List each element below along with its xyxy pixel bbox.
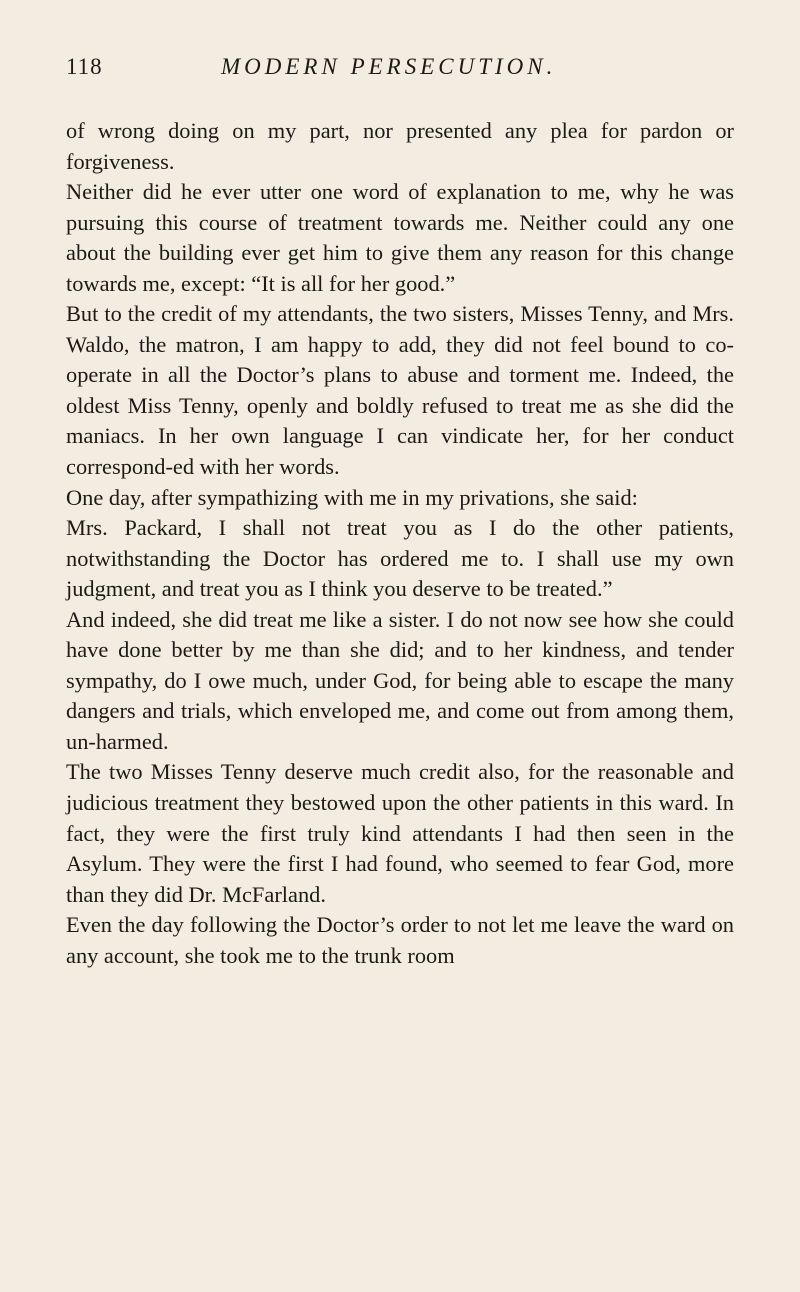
paragraph: But to the credit of my attendants, the two sisters, Misses Tenny, and Mrs. Waldo, the matron, I am happy to add, they did not feel bound to co-operate in all the Doctor’s plans to abuse and torment me. Indeed, the oldest Miss Tenny, openly and boldly refused to treat me as she did the maniacs. In her own language I can vindicate her, for her conduct correspond-ed with her words.: [66, 301, 734, 480]
paragraph: Neither did he ever utter one word of explanation to me, why he was pursuing this course of treatment towards me. Neither could any one about the building ever get him to give them any reason for this change towards me, except: “It is all for her good.”: [66, 179, 734, 296]
running-head: [66, 50, 734, 90]
paragraph-continuation: of wrong doing on my part, nor presented any plea for pardon or forgiveness.: [66, 118, 734, 174]
page-number: 118: [66, 54, 103, 79]
book-page: [66, 50, 734, 971]
paragraph: One day, after sympathizing with me in my privations, she said:: [66, 484, 638, 510]
paragraph: The two Misses Tenny deserve much credit also, for the reasonable and judicious treatment they bestowed upon the other patients in this ward. In fact, they were the first truly kind attendants I had then seen in the Asylum. They were the first I had found, who seemed to fear God, more than they did Dr. McFarland.: [66, 759, 734, 907]
paragraph: And indeed, she did treat me like a sister. I do not now see how she could have done better by me than she did; and to her kindness, and tender sympathy, do I owe much, under God, for being able to escape the many dangers and trials, which enveloped me, and come out from among them, un-harmed.: [66, 606, 734, 754]
paragraph: Even the day following the Doctor’s order to not let me leave the ward on any account, she took me to the trunk room: [66, 912, 734, 968]
body-text: [66, 116, 734, 971]
running-title: MODERN PERSECUTION.: [221, 54, 557, 79]
paragraph: Mrs. Packard, I shall not treat you as I do the other patients, notwithstanding the Doctor has ordered me to. I shall use my own judgment, and treat you as I think you deserve to be treated.”: [66, 515, 734, 602]
